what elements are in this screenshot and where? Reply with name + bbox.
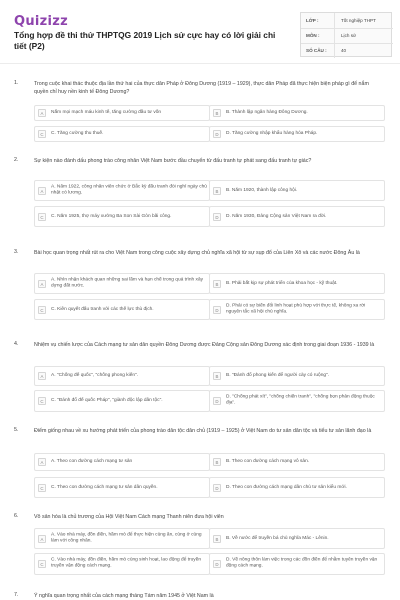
option-text: B. Theo con đường cách mạng vô sản. — [226, 458, 310, 464]
option-text: D. Theo con đường cách mạng dân chủ tư sản kiểu mới. — [226, 484, 347, 490]
question-text: Nhiệm vụ chiến lược của Cách mạng tư sản dân quyền Đông Dương được Đảng Cộng sản Đông Dương xác định trong giai đoạn 1936 - 1939 là — [34, 342, 375, 348]
option-text: C. Kiên quyết đấu tranh với các thế lực thù địch. — [51, 306, 154, 312]
option-text: B. "Đánh đổ phong kiến để người cày có ruộng". — [226, 372, 330, 378]
option-c[interactable] — [34, 126, 210, 142]
quizizz-logo: Quizizz — [14, 14, 69, 29]
option-a[interactable] — [34, 366, 210, 386]
question-number: 3. — [14, 249, 19, 255]
option-text: C. Vào nhà máy, đồn điền, hầm mỏ cùng sinh hoạt, lao động để truyền truyền vận động cách mạng. — [51, 557, 202, 569]
option-letter: C — [38, 213, 46, 221]
option-c[interactable] — [34, 477, 210, 498]
option-a[interactable] — [34, 453, 210, 471]
option-c[interactable] — [34, 553, 210, 575]
option-text: D. Tăng cường nhập khẩu hàng hóa Pháp. — [226, 130, 318, 136]
option-text: C. Năm 1925, thợ máy xưởng Ba Son Sài Gòn bãi công. — [51, 213, 172, 219]
option-text: B. Về nước để truyền bá chủ nghĩa Mác - Lênin. — [226, 535, 329, 541]
option-letter: D — [213, 560, 221, 568]
option-text: B. Năm 1920, thành lập công hội. — [226, 187, 298, 193]
info-row-count — [301, 43, 393, 58]
option-text: A. Vào nhà máy, đồn điền, hầm mỏ để thực hiện cùng ăn, cùng ở cùng làm với công nhân. — [51, 532, 202, 544]
option-letter: B — [213, 535, 221, 543]
question-number: 2. — [14, 157, 19, 163]
option-b[interactable] — [209, 180, 385, 201]
option-letter: D — [213, 484, 221, 492]
option-letter: C — [38, 130, 46, 138]
option-letter: A — [38, 187, 46, 195]
option-letter: A — [38, 535, 46, 543]
option-letter: D — [213, 130, 221, 138]
option-text: D. Phải có sự biến đổi linh hoạt phù hợp với thực tế, không xa rời nguyên tắc xã hội chủ nghĩa. — [226, 303, 366, 315]
option-c[interactable] — [34, 390, 210, 412]
option-text: A. Năm 1922, công nhân viên chức ở Bắc kỳ đấu tranh đòi nghỉ ngày chủ nhật có lương. — [51, 184, 207, 196]
option-b[interactable] — [209, 453, 385, 471]
question-text: Vô sản hóa là chủ trương của Hội Việt Nam Cách mạng Thanh niên đưa hội viên — [34, 514, 224, 520]
info-value: Lịch sử — [341, 33, 357, 38]
option-a[interactable] — [34, 528, 210, 549]
info-value: 40 — [341, 48, 347, 53]
option-letter: B — [213, 109, 221, 117]
option-text: D. Năm 1930, Đảng Cộng sản Việt Nam ra đời. — [226, 213, 327, 219]
option-b[interactable] — [209, 528, 385, 549]
option-letter: B — [213, 280, 221, 288]
question-text: Bài học quan trọng nhất rút ra cho Việt Nam trong công cuộc xây dựng chủ nghĩa xã hội từ sự sụp đổ của Liên Xô và các nước Đông Âu là — [34, 250, 360, 256]
info-label: MÔN : — [306, 33, 320, 38]
option-letter: C — [38, 484, 46, 492]
option-d[interactable] — [209, 553, 385, 575]
option-d[interactable] — [209, 299, 385, 320]
option-text: A. Theo con đường cách mạng tư sản — [51, 458, 133, 464]
option-c[interactable] — [34, 299, 210, 320]
option-text: C. Tăng cường thu thuế. — [51, 130, 104, 136]
option-letter: A — [38, 280, 46, 288]
question-number: 7. — [14, 592, 19, 598]
option-d[interactable] — [209, 206, 385, 227]
option-text: C. "Đánh đổ đế quốc Pháp", "giành độc lập dân tộc". — [51, 397, 163, 403]
option-letter: A — [38, 458, 46, 466]
option-text: B. Thành lập ngân hàng Đông Dương. — [226, 109, 308, 115]
question-text: Sự kiện nào đánh dấu phong trào công nhân Việt Nam bước đầu chuyển từ đấu tranh tự phát sang đấu tranh tự giác? — [34, 158, 312, 164]
option-c[interactable] — [34, 206, 210, 227]
option-a[interactable] — [34, 105, 210, 121]
option-text: Nắm mọi mạch máu kinh tế, tăng cường đầu tư vốn — [51, 109, 162, 115]
option-letter: A — [38, 109, 46, 117]
option-letter: D — [213, 306, 221, 314]
option-letter: D — [213, 213, 221, 221]
question-text: Trong cuộc khai thác thuộc địa lần thứ hai của thực dân Pháp ở Đông Dương (1919 – 1929), thực dân Pháp đã thực hiện biện pháp gì để nắm quyền chỉ huy nền kinh tế Đông Dương? — [34, 81, 369, 95]
question-number: 1. — [14, 80, 19, 86]
option-d[interactable] — [209, 477, 385, 498]
question-number: 4. — [14, 341, 19, 347]
option-text: A. Nhìn nhận khách quan những sai lầm và hạn chế trong quá trình xây dựng đất nước. — [51, 277, 204, 289]
question-text: Ý nghĩa quan trọng nhất của cách mạng tháng Tám năm 1945 ở Việt Nam là — [34, 593, 214, 599]
info-label: LỚP : — [306, 18, 319, 23]
option-letter: C — [38, 306, 46, 314]
info-row-class — [301, 13, 393, 28]
info-label: SỐ CÂU : — [306, 48, 327, 53]
option-letter: B — [213, 187, 221, 195]
option-letter: A — [38, 372, 46, 380]
option-letter: C — [38, 560, 46, 568]
option-letter: D — [213, 397, 221, 405]
option-text: D. Về nông thôn làm việc trong các đồn điền để nhằm tuyên truyền vận động cách mạng. — [226, 557, 378, 569]
question-number: 5. — [14, 427, 19, 433]
info-value: Tốt nghiệp THPT — [341, 18, 376, 23]
info-box — [300, 12, 392, 57]
info-row-subject — [301, 28, 393, 43]
option-b[interactable] — [209, 273, 385, 294]
question-number: 6. — [14, 513, 19, 519]
option-text: A. "Chống đế quốc", "chống phong kiến". — [51, 372, 139, 378]
option-letter: B — [213, 458, 221, 466]
page-title: Tổng hợp đề thi thử THPTQG 2019 Lịch sử cực hay có lời giải chi tiết (P2) — [14, 30, 276, 51]
option-a[interactable] — [34, 273, 210, 294]
option-b[interactable] — [209, 366, 385, 386]
option-a[interactable] — [34, 180, 210, 201]
option-text: D. "Chống phát xít", "chống chiến tranh", "chống bọn phản động thuộc địa". — [226, 394, 375, 406]
option-d[interactable] — [209, 390, 385, 412]
option-text: B. Phải bắt kịp sự phát triển của khoa học - kỹ thuật. — [226, 280, 338, 286]
header-divider — [0, 63, 400, 64]
option-letter: B — [213, 372, 221, 380]
option-d[interactable] — [209, 126, 385, 142]
option-letter: C — [38, 397, 46, 405]
option-text: C. Theo con đường cách mạng tư sản dân quyền. — [51, 484, 158, 490]
question-text: Điểm giống nhau về xu hướng phát triển của phong trào dân tộc dân chủ (1919 – 1925) ở Việt Nam do tư sản dân tộc và tiểu tư sản lãnh đạo là — [34, 428, 372, 434]
option-b[interactable] — [209, 105, 385, 121]
